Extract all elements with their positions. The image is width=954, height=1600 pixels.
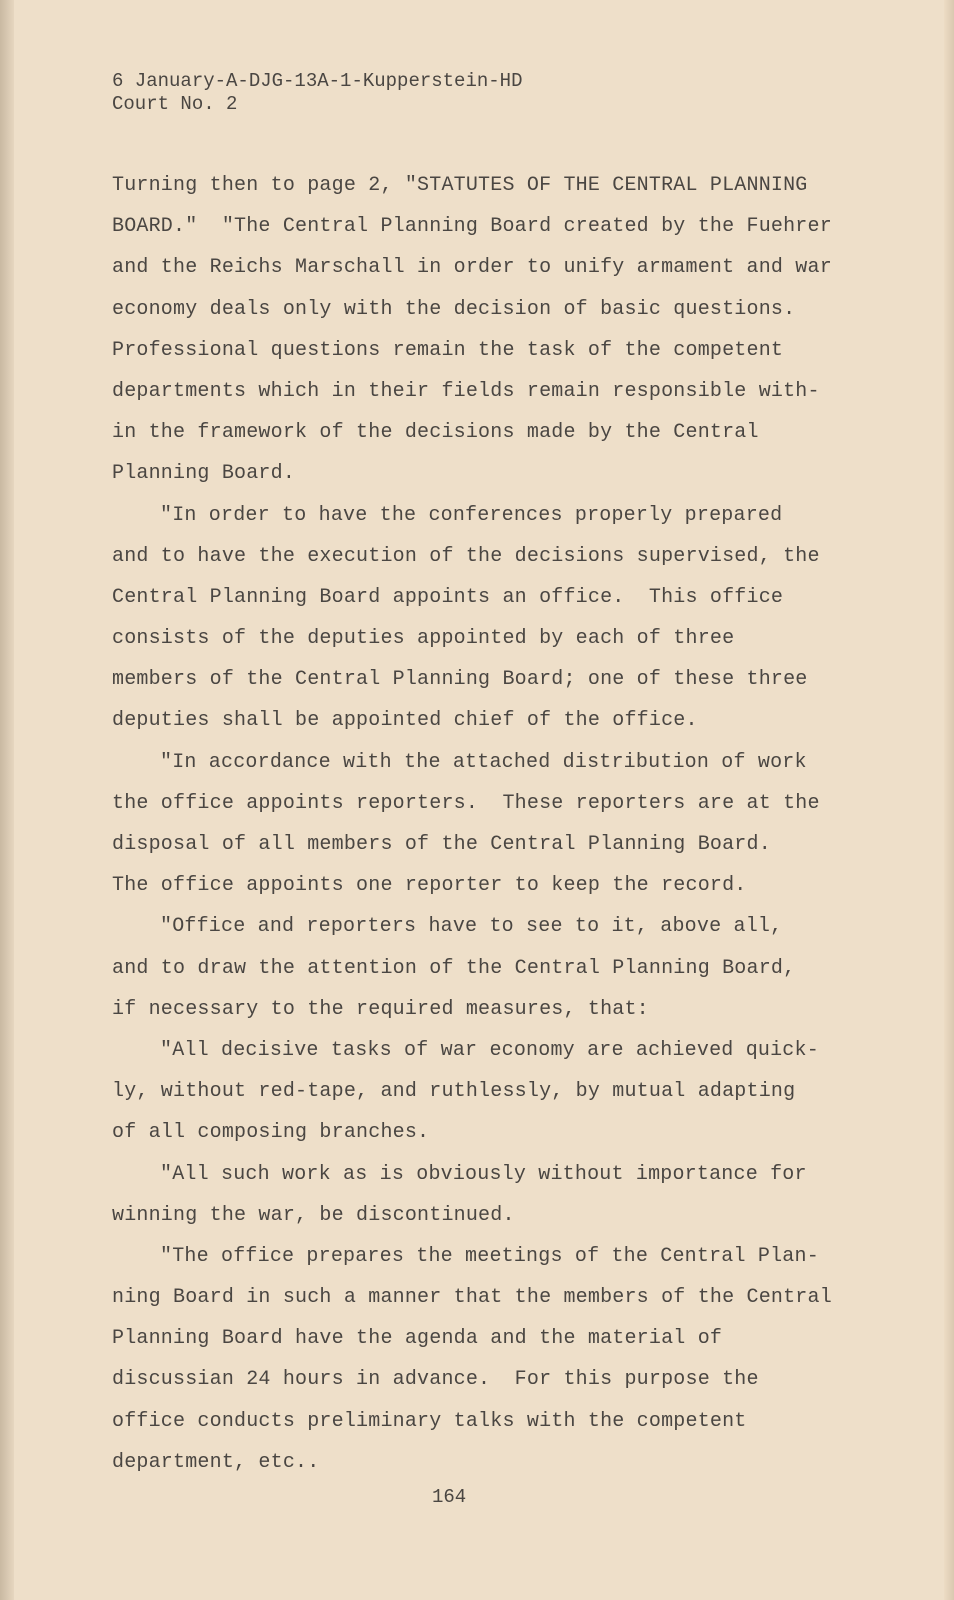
text-line: Planning Board have the agenda and the material of (112, 1327, 723, 1351)
text-line: Professional questions remain the task of the competent (112, 338, 784, 362)
document-reference: 6 January-A-DJG-13A-1-Kupperstein-HD (112, 70, 523, 92)
text-line: discussian 24 hours in advance. For this purpose the (112, 1368, 759, 1392)
text-line: "In order to have the conferences properly prepared (160, 503, 783, 527)
text-line: "All decisive tasks of war economy are achieved quick- (160, 1038, 819, 1062)
text-line: members of the Central Planning Board; one of these three (112, 668, 808, 692)
text-line: and to draw the attention of the Central Planning Board, (112, 956, 796, 980)
text-line: Planning Board. (112, 462, 296, 486)
text-line: consists of the deputies appointed by each of three (112, 627, 735, 651)
text-line: "Office and reporters have to see to it, above all, (160, 915, 783, 939)
text-line: "The office prepares the meetings of the Central Plan- (160, 1244, 819, 1268)
text-line: and to have the execution of the decisions supervised, the (112, 544, 820, 568)
court-number: Court No. 2 (112, 93, 238, 115)
text-line: deputies shall be appointed chief of the office. (112, 709, 698, 733)
text-line: the office appoints reporters. These reporters are at the (112, 791, 820, 815)
text-line: if necessary to the required measures, that: (112, 997, 649, 1021)
text-line: "In accordance with the attached distribution of work (160, 750, 807, 774)
text-line: economy deals only with the decision of basic questions. (112, 297, 796, 321)
text-line: Turning then to page 2, "STATUTES OF THE CENTRAL PLANNING (112, 174, 808, 197)
text-line: office conducts preliminary talks with the competent (112, 1409, 747, 1433)
text-line: BOARD." "The Central Planning Board created by the Fuehrer (112, 215, 832, 239)
page-number: 164 (432, 1486, 467, 1508)
text-line: department, etc.. (112, 1450, 320, 1474)
text-line: disposal of all members of the Central Planning Board. (112, 833, 771, 856)
text-line: ning Board in such a manner that the members of the Central (112, 1286, 832, 1310)
text-line: and the Reichs Marschall in order to unify armament and war (112, 256, 832, 280)
text-line: winning the war, be discontinued. (112, 1203, 515, 1227)
document-body (112, 172, 832, 1490)
page-right-edge (944, 0, 954, 1600)
text-line: of all composing branches. (112, 1121, 430, 1145)
text-line: "All such work as is obviously without importance for (160, 1162, 807, 1186)
text-line: Central Planning Board appoints an office. This office (112, 585, 784, 609)
text-line: in the framework of the decisions made by the Central (112, 421, 759, 445)
page-left-edge (0, 0, 14, 1600)
text-line: ly, without red-tape, and ruthlessly, by mutual adapting (112, 1080, 796, 1104)
text-line: The office appoints one reporter to keep the record. (112, 874, 747, 898)
text-line: departments which in their fields remain responsible with- (112, 379, 820, 403)
